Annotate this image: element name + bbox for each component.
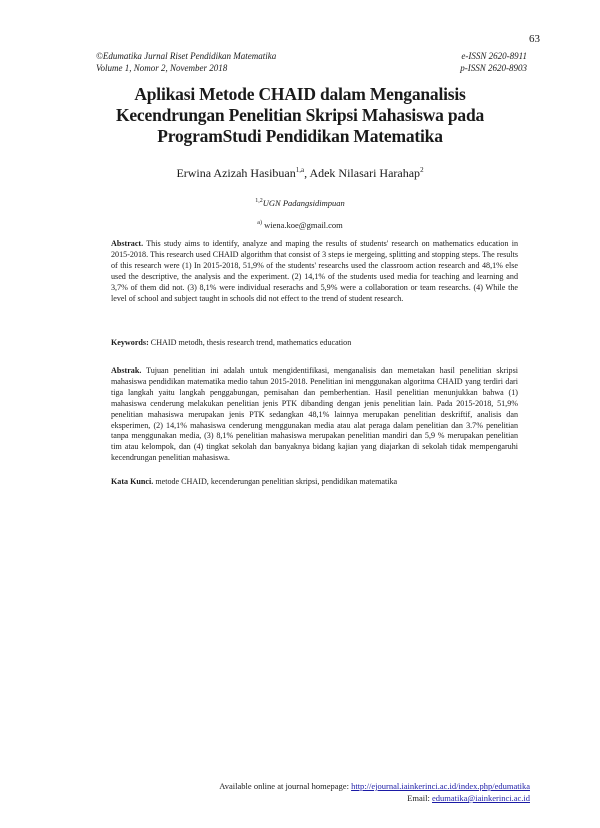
homepage-link[interactable]: http://ejournal.iainkerinci.ac.id/index.php/edumatika xyxy=(351,781,530,791)
author-line xyxy=(0,166,600,181)
journal-header-right xyxy=(460,50,527,74)
abstract-label: Abstract. xyxy=(111,239,144,248)
keywords-text: CHAID metodh, thesis research trend, mathematics education xyxy=(150,338,352,347)
abstract-text: This study aims to identify, analyze and maping the results of students' research on mathematics education in 2015-2018. This research used CHAID algorithm that consist of 3 steps ie mergeing, splitting and stopping steps. The results of this research were (1) In 2015-2018, 51,9% of the students' researchs used the classroom action research and 48,1% else used the descriptive, the analysis and the experiment. (2) 14,1% of the students used media for teaching and learning and 3,7% of them did not. (3) 8,1% were individual reserachs and 5,9% were a collaboration or team researchs. (4) While the level of school and subject taught in schools did not effect to the trend of student research. xyxy=(111,239,518,303)
journal-volume: Volume 1, Nomor 2, November 2018 xyxy=(96,63,228,73)
kata-kunci xyxy=(111,477,518,488)
footer-email-link[interactable]: edumatika@iainkerinci.ac.id xyxy=(432,793,530,803)
paper-title: Aplikasi Metode CHAID dalam Menganalisis Kecendrungan Penelitian Skripsi Mahasiswa pada ProgramStudi Pendidikan Matematika xyxy=(115,84,485,146)
eissn: e-ISSN 2620-8911 xyxy=(461,51,527,61)
keywords-label: Keywords: xyxy=(111,338,149,347)
keywords xyxy=(111,338,518,349)
abstract-english xyxy=(111,239,518,304)
affiliation xyxy=(0,198,600,208)
author-1-superscript: 1,a xyxy=(295,166,305,174)
affiliation-text: UGN Padangsidimpuan xyxy=(262,198,345,208)
journal-name: ©Edumatika Jurnal Riset Pendidikan Matematika xyxy=(96,51,277,61)
email-text: wiena.koe@gmail.com xyxy=(264,220,343,230)
author-separator: , xyxy=(304,166,310,180)
author-2-superscript: 2 xyxy=(420,166,424,174)
abstrak-text: Tujuan penelitian ini adalah untuk mengidentifikasi, menganalisis dan memetakan hasil penelitian skripsi mahasiswa pendidikan matematika medio tahun 2015-2018. Penelitian ini menggunakan algoritma CHAID yang terdiri dari tiga langkah yaitu langkah penggabungan, pemisahan dan pemberhentian. Hasil penelitian menunjukkan bahwa (1) mahasiswa cenderung melakukan penelitian jenis PTK dibanding dengan jenis penelitian lain. Pada 2015-2018, 51,9% penelitian mahasiswa merupakan jenis PTK sedangkan 48,1% lainnya merupakan penelitian deskriftif, analisis dan eksperimen, (2) 14,1% mahasiswa cenderung menggunakan media atau alat peraga dalam penelitian dan 3.7% penelitian tanpa menggunakan media, (3) 8,1% penelitian mahasiswa merupakan penelitian mandiri dan 5,9 % merupakan penelitian tim atau kelompok, dan (4) tingkat sekolah dan banyaknya bidang kajian yang diajarkan di sekolah tidak mempengaruhi kecendrungan penelitian mahasiswa. xyxy=(111,366,518,463)
author-2: Adek Nilasari Harahap xyxy=(309,166,421,180)
homepage-label: Available online at journal homepage: xyxy=(219,781,352,791)
kata-kunci-text: metode CHAID, kecenderungan penelitian skripsi, pendidikan matematika xyxy=(155,477,398,486)
kata-kunci-label: Kata Kunci. xyxy=(111,477,154,486)
footer-homepage xyxy=(219,780,530,792)
page-footer xyxy=(219,780,530,804)
page-number: 63 xyxy=(529,33,540,45)
footer-email xyxy=(219,792,530,804)
footer-email-label: Email: xyxy=(407,793,433,803)
abstrak-label: Abstrak. xyxy=(111,366,142,375)
pissn: p-ISSN 2620-8903 xyxy=(460,63,527,73)
abstract-indonesian xyxy=(111,366,518,464)
affiliation-superscript: 1,2 xyxy=(255,198,263,205)
author-1: Erwina Azizah Hasibuan xyxy=(176,166,296,180)
email-superscript: a) xyxy=(257,220,262,227)
author-email xyxy=(0,220,600,230)
journal-header-left xyxy=(96,50,276,74)
